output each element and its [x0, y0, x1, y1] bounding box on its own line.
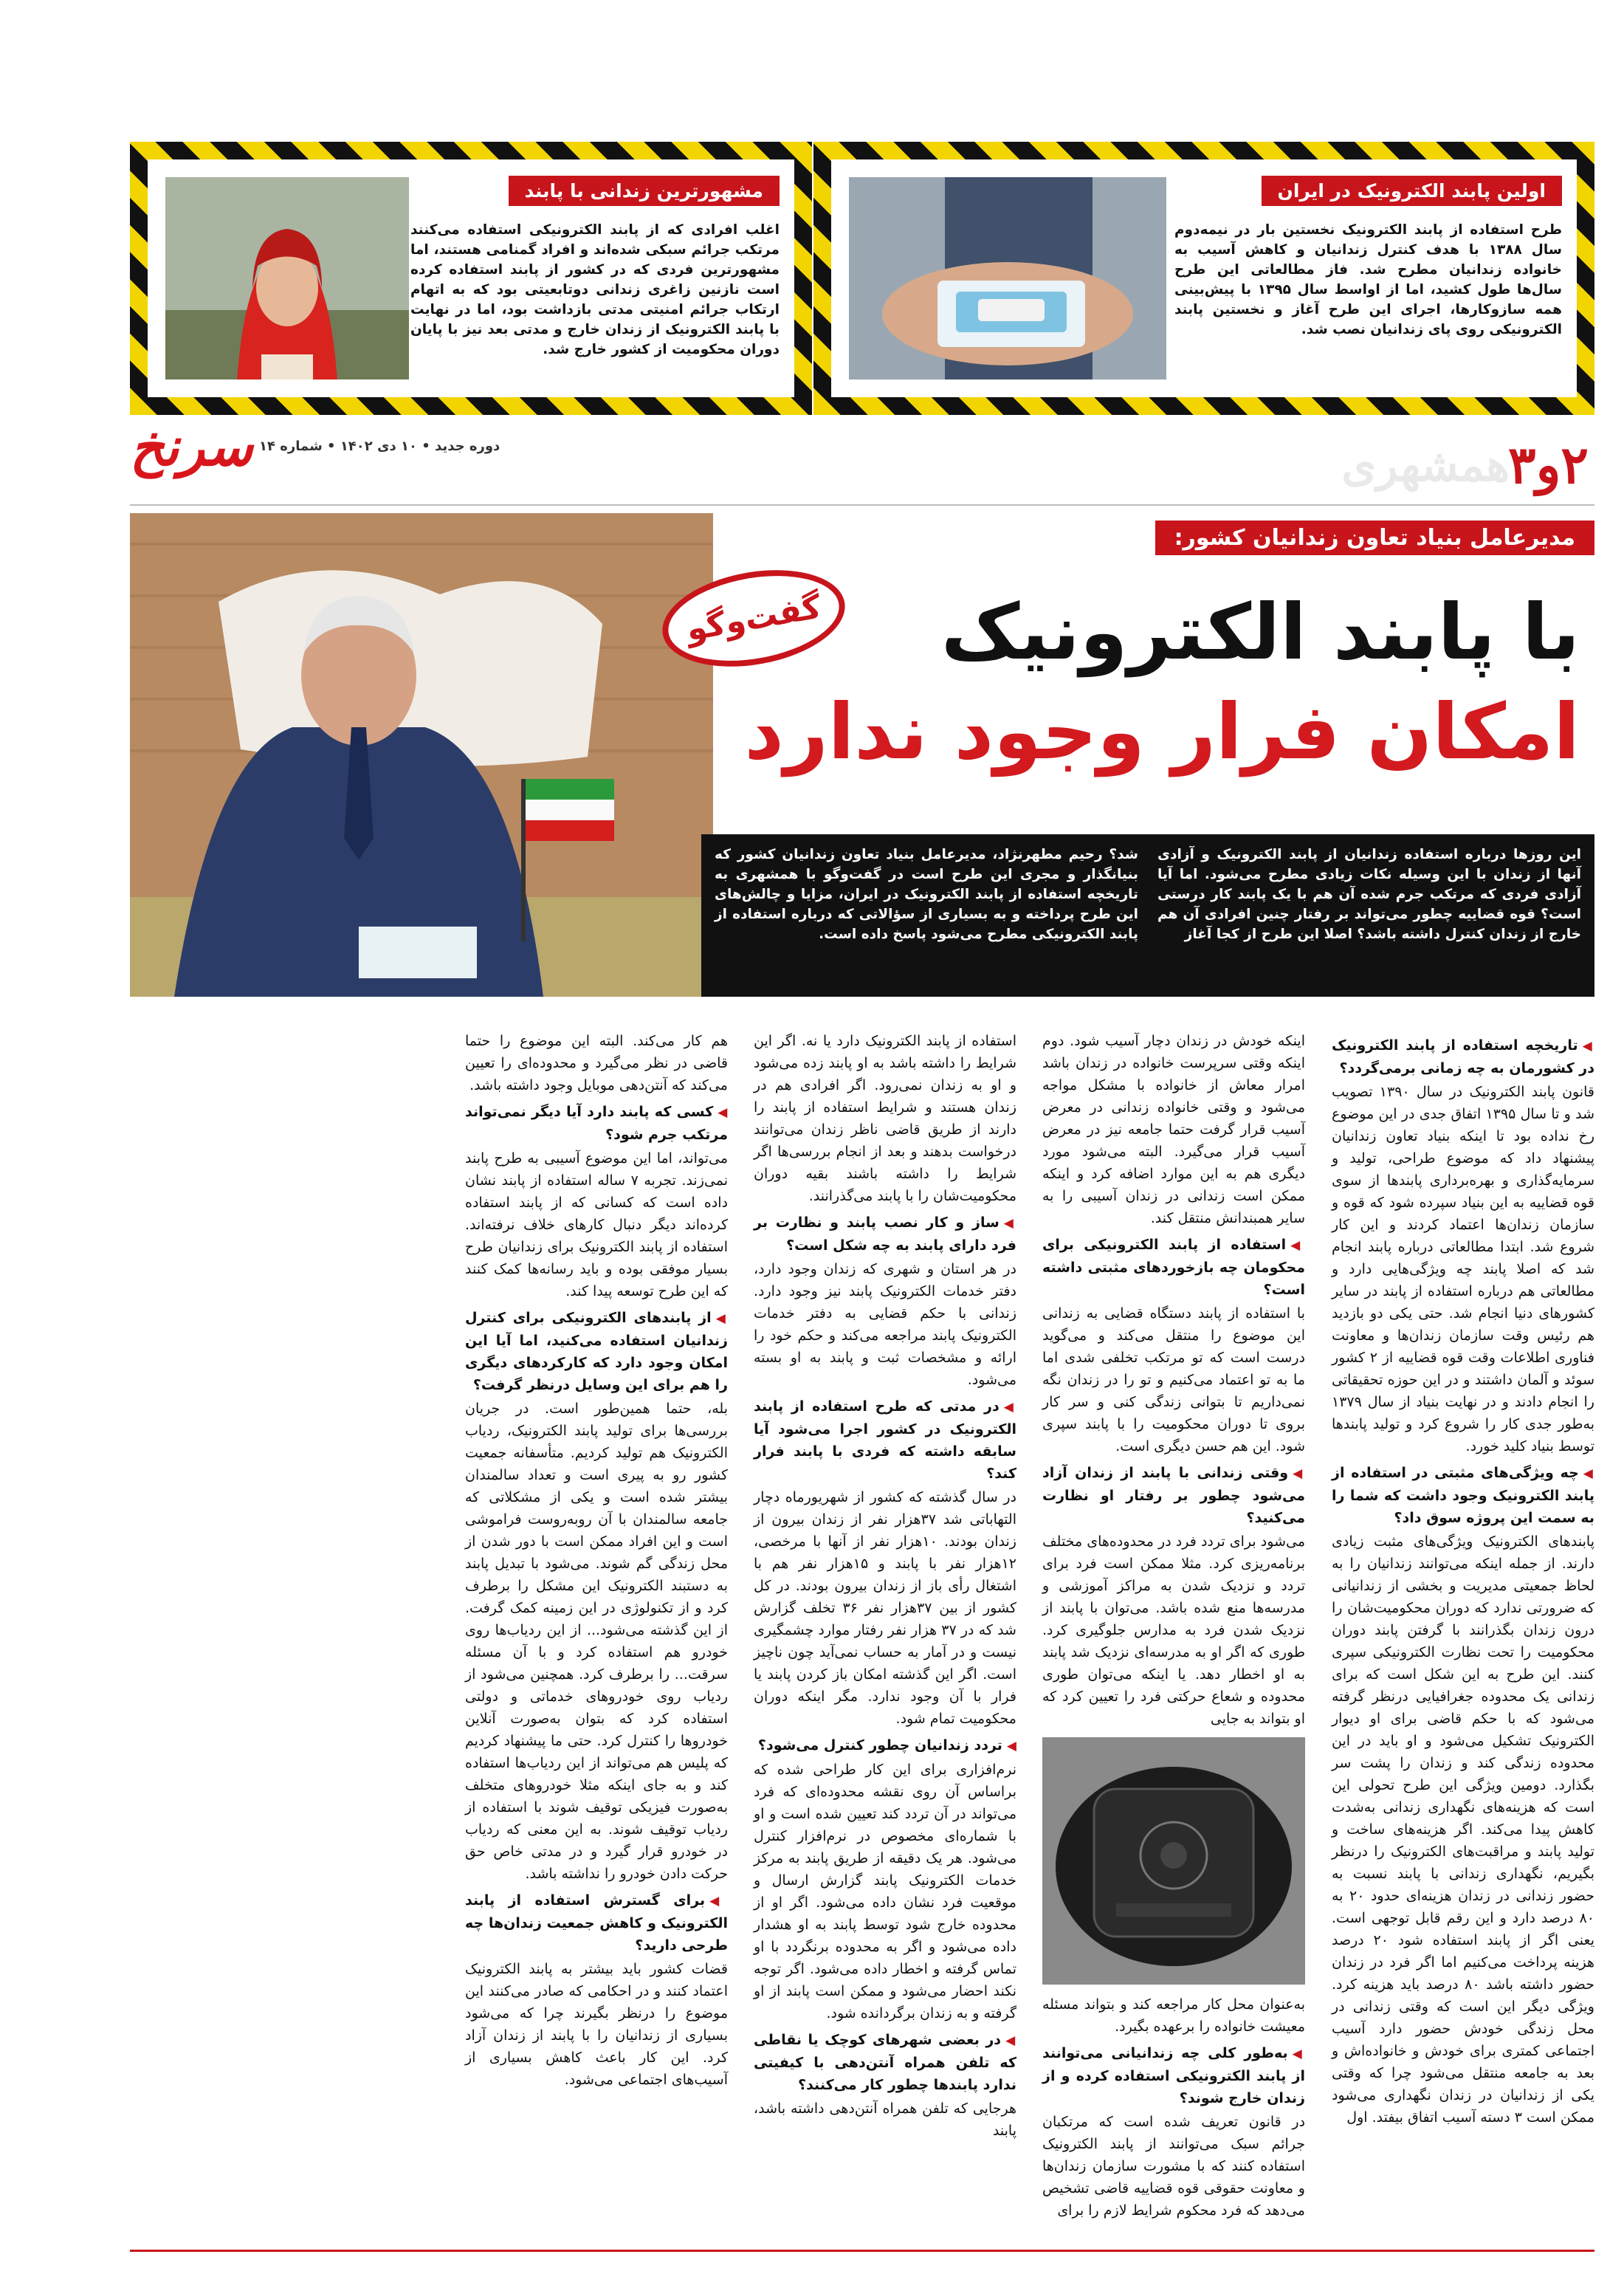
- publication-logo: سرنخ: [130, 415, 253, 478]
- bullet-mark-icon: ◀: [715, 1311, 728, 1326]
- question-text: در بعضی شهرهای کوچک یا نقاطی که تلفن همراه آنتن‌دهی با کیفیتی ندارد پابندها چطور کار می‌کنند؟: [754, 2032, 1016, 2093]
- answer-paragraph: می‌تواند، اما این موضوع آسیبی به طرح پابند نمی‌زند. تجربه ۷ ساله استفاده از پابند نشان داده است که کسانی که از پابند استفاده کرده‌اند دیگر دنبال کارهای خلاف نرفته‌اند. استفاده از پابند الکترونیک برای زندانیان طرح بسیار موفقی بوده و باید رسانه‌ها کمک کنند که این طرح توسعه پیدا کند.: [465, 1150, 728, 1299]
- lead-right: این روزها درباره استفاده زندانیان از پابند الکترونیک و آزادی آنها از زندان با این وسیله نکات زیادی مطرح می‌شود. اما آیا آزادی فردی که مرتکب جرم شده آن هم با یک پابند کار درستی است؟ قوه قضاییه چطور می‌تواند بر رفتار چنین افرادی آن هم خارج از زندان کنترل داشته باشد؟ اصلا این طرح از کجا آغاز: [1157, 847, 1581, 942]
- box-inner: [831, 159, 1577, 397]
- headline-line-2: امکان فرار وجود ندارد: [744, 687, 1580, 777]
- answer-paragraph: پابندهای الکترونیک ویژگی‌های مثبت زیادی دارند. از جمله اینکه می‌توانند زندانیان را به لحاظ جمعیتی مدیریت و بخشی از زندانیانی که ضرورتی ندارد که دوران محکومیت‌شان را درون زندان بگذرانند با گرفتن پابند دوران محکومیت را تحت نظارت الکترونیکی سپری کنند. این طرح به این شکل است که برای زندانی یک محدوده جغرافیایی درنظر گرفته می‌شود که با حکم قاضی برای او دیوار الکترونیک تشکیل می‌شود و او باید در این محدوده زندگی کند و زندان را پشت سر بگذارد. دومین ویژگی این طرح تحولی این است که هزینه‌های نگهداری زندانی به‌شدت کاهش پیدا می‌کند. اگر هزینه‌های ساخت و تولید پابند و مراقبت‌های الکترونیک را درنظر بگیریم، نگهداری زندانی با پابند نسبت به حضور زندانی در زندان هزینه‌ای حدود ۲۰ به ۸۰ درصد دارد و این رقم قابل توجهی است. یعنی اگر از پابند استفاده شود ۲۰ درصد هزینه پرداخت می‌کنیم اما اگر فرد در زندان حضور داشته باشد ۸۰ درصد باید هزینه کرد. ویژگی دیگر این است که وقتی زندانی در محل زندگی خودش حضور دارد آسیب اجتماعی کمتری برای خودش و خانواده‌اش و بعد به جامعه منتقل می‌شود چرا که وقتی یکی از زندانیان در زندان نگهداری می‌شود ممکن است ۳ دسته آسیب اتفاق بیفتد. اول: [1332, 1533, 1595, 2126]
- device-image: [1042, 1737, 1305, 1985]
- article-header: [130, 513, 1594, 1004]
- question-heading: [1042, 1234, 1305, 1301]
- bullet-mark-icon: ◀: [1006, 1739, 1016, 1753]
- box-text: اغلب افرادی که از پابند الکترونیکی استفاده می‌کنند مرتکب جرائم سبکی شده‌اند و افراد گمنامی هستند، اما مشهورترین فردی که در کشور از پابند استفاده کرده است نازنین زاغری زندانی دوتابعیتی بود که به اتهام ارتکاب جرائم امنیتی مدتی بازداشت بود، اما در نهایت با پابند الکترونیک از زندان خارج و مدتی بعد نیز با پایان دوران محکومیت از کشور خارج شد.: [410, 222, 780, 357]
- article-body: [130, 1030, 1594, 2226]
- question-heading: [1332, 1034, 1594, 1079]
- answer-paragraph: هم کار می‌کند. البته این موضوع را حتما قاضی در نظر می‌گیرد و محدوده‌ای را تعیین می‌کند که آنتن‌دهی موبایل وجود داشته باشد.: [465, 1033, 728, 1093]
- question-heading: [754, 1734, 1016, 1757]
- answer-paragraph: با استفاده از پابند دستگاه قضایی به زندانی این موضوع را منتقل می‌کند و می‌گوید درست است که تو مرتکب تخلفی شدی اما ما به تو اعتماد می‌کنیم و تو را در زندان نگه نمی‌داریم تا بتوانی زندگی کنی و سر کار بروی تا دوران محکومیت را با پابند سپری شود. این هم حسن دیگری است.: [1042, 1305, 1305, 1454]
- bullet-mark-icon: ◀: [709, 1894, 728, 1909]
- column-4: [465, 1030, 728, 2226]
- portrait-photo: [165, 177, 409, 379]
- answer-paragraph: نرم‌افزاری برای این کار طراحی شده که براساس آن روی نقشه محدوده‌ای که فرد می‌تواند در آن تردد کند تعیین شده است و او با شماره‌ای مخصوص در نرم‌افزار کنترل می‌شود. هر یک دقیقه از طریق پابند به مرکز خدمات الکترونیک پابند گزارش ارسال و موقعیت فرد نشان داده می‌شود. اگر او از محدوده خارج شود توسط پابند به او هشدار داده می‌شود و اگر به محدوده برنگردد با او تماس گرفته و اخطار داده می‌شود. اگر توجه نکند احضار می‌شود و ممکن است پابند از او گرفته و به زندان برگردانده شود.: [754, 1762, 1016, 2021]
- question-text: در مدتی که طرح استفاده از پابند الکترونیک در کشور اجرا می‌شود آیا سابقه داشته که فردی با پابند فرار کند؟: [754, 1398, 1016, 1482]
- page-masthead: [130, 415, 1594, 506]
- answer-paragraph: به‌عنوان محل کار مراجعه کند و بتواند مسئله معیشت خانواده را برعهده بگیرد.: [1042, 1996, 1305, 2035]
- answer-paragraph: در سال گذشته که کشور از شهریورماه دچار التهاباتی شد ۳۷هزار نفر از زندان بیرون از زندان بودند. ۱۰هزار نفر از آنها با مرخصی، ۱۲هزار نفر با پابند و ۱۵هزار نفر هم با اشتغال رأی باز از زندان بیرون بودند. در کل کشور از بین ۳۷هزار نفر ۳۶ تخلف گزارش شد که در ۳۷ هزار نفر رفتار موارد چشمگیری نیست و در آمار به حساب نمی‌آید چون ناچیز است. اگر این گذشته امکان باز کردن پابند یا فرار با آن وجود ندارد. مگر اینکه دوران محکومیت تمام شود.: [754, 1489, 1016, 1727]
- bullet-mark-icon: ◀: [1583, 1466, 1594, 1481]
- question-heading: [1332, 1462, 1594, 1529]
- box-title: مشهورترین زندانی با پابند: [509, 176, 780, 206]
- answer-paragraph: اینکه خودش در زندان دچار آسیب شود. دوم اینکه وقتی سرپرست خانواده در زندان باشد امرار معاش از خانواده با مشکل مواجه می‌شود و وقتی خانواده زندانی در معرض آسیب قرار گرفت حتما جامعه نیز در معرض آسیب قرار می‌گیرد. البته می‌شود مورد دیگری هم به این موارد اضافه کرد و اینکه ممکن است زندانی در زندان آسیبی را به سایر همبندانش منتقل کند.: [1042, 1033, 1305, 1226]
- ankle-monitor-device-photo: [1042, 1737, 1305, 1985]
- answer-paragraph: در هر استان و شهری که زندان وجود دارد، دفتر خدمات الکترونیک پابند نیز وجود دارد. زندانی با حکم قضایی به دفتر خدمات الکترونیک پابند مراجعه می‌کند و حکم خود را ارائه و مشخصات ثبت و پابند به او بسته می‌شود.: [754, 1261, 1016, 1388]
- woman-portrait-image: [165, 177, 409, 379]
- headline-line-1: با پابند الکترونیک: [940, 587, 1580, 677]
- answer-paragraph: می‌شود برای تردد فرد در محدوده‌های مختلف برنامه‌ریزی کرد. مثلا ممکن است فرد برای تردد و نزدیک شدن به مراکز آموزشی و مدرسه‌ها منع شده باشد. می‌توان با پابند از نزدیک شدن فرد به مدارس جلوگیری کرد. طوری که اگر او به مدرسه‌ای نزدیک شد پابند به او اخطار دهد. یا اینکه می‌توان طوری محدوده و شعاع حرکتی فرد را تعیین کرد که او بتواند به جایی: [1042, 1533, 1305, 1727]
- interviewee-photo: [130, 513, 713, 997]
- question-heading: [1042, 2042, 1305, 2109]
- box-inner: [148, 159, 794, 397]
- box-title: اولین پابند الکترونیک در ایران: [1262, 176, 1562, 206]
- footer-rule: [130, 2250, 1594, 2252]
- question-heading: [465, 1889, 728, 1957]
- answer-paragraph: قانون پابند الکترونیک در سال ۱۳۹۰ تصویب شد و تا سال ۱۳۹۵ اتفاق جدی در این موضوع رخ نداده بود تا اینکه بنیاد تعاون زندانیان پیشنهاد داد که موضوع طراحی، تولید و سرمایه‌گذاری و بهره‌برداری پابندها از سوی قوه قضاییه به این بنیاد سپرده شود که قوه و سازمان زندان‌ها اعتماد کردند و این کار شروع شد. ابتدا مطالعاتی درباره پابند انجام شد که اصلا پابند چه ویژگی‌هایی دارد و مطالعاتی هم درباره استفاده از پابند در سایر کشورهای دنیا انجام شد. حتی یکی دو بازدید هم رئیس وقت سازمان زندان‌ها و معاونت فناوری اطلاعات وقت قوه قضاییه از ۲ کشور سوئد و آلمان داشتند و در این حوزه تحقیقاتی را انجام دادند و در نهایت بنیاد از سال ۱۳۷۹ به‌طور جدی کار را شروع کرد و تولید پابندها توسط بنیاد کلید خورد.: [1332, 1084, 1594, 1454]
- question-heading: [754, 1212, 1016, 1257]
- bullet-mark-icon: ◀: [1582, 1039, 1594, 1054]
- lead-left: شد؟ رحیم مطهرنژاد، مدیرعامل بنیاد تعاون زندانیان کشور که بنیانگذار و مجری این طرح است در گفت‌وگو با همشهری به تاریخچه استفاده از پابند الکترونیک در ایران، مزایا و چالش‌های این طرح پرداخته و به بسیاری از سؤالاتی که درباره استفاده از پابند الکترونیکی مطرح می‌شود پاسخ داده است.: [715, 847, 1138, 942]
- bullet-mark-icon: ◀: [1293, 1466, 1306, 1481]
- column-1: [1332, 1030, 1594, 2226]
- lead-paragraph-box: [701, 834, 1594, 997]
- column-3: [754, 1030, 1016, 2226]
- hands-holding-device-image: [849, 177, 1166, 379]
- bullet-mark-icon: ◀: [1290, 1238, 1305, 1253]
- question-text: از پابندهای الکترونیکی برای کنترل زندانیان استفاده می‌کنید، اما آیا این امکان وجود دارد که کارکردهای دیگری را هم برای این وسایل درنظر گرفت؟: [465, 1310, 728, 1393]
- section-name: همشهری: [1341, 440, 1510, 492]
- question-text: تردد زندانیان چطور کنترل می‌شود؟: [757, 1737, 1002, 1753]
- box-text: طرح استفاده از پابند الکترونیک نخستین بار در نیمه‌دوم سال ۱۳۸۸ با هدف کنترل زندانیان و کاهش آسیب به خانواده زندانیان مطرح شد. فاز مطالعاتی این طرح سال‌ها طول کشید، اما از اواسط سال ۱۳۹۵ با پیش‌بینی همه سازوکارها، اجرای این طرح آغاز و نخستین پابند الکترونیکی روی پای زندانیان نصب شد.: [1174, 222, 1562, 337]
- question-text: وقتی زندانی با پابند از زندان آزاد می‌شود چطور بر رفتار او نظارت می‌کنید؟: [1042, 1465, 1305, 1526]
- question-text: کسی که پابند دارد آیا دیگر نمی‌تواند مرتکب جرم شود؟: [465, 1104, 728, 1143]
- bullet-mark-icon: ◀: [1005, 2033, 1016, 2048]
- question-heading: [465, 1101, 728, 1146]
- question-text: برای گسترش استفاده از پابند الکترونیک و کاهش جمعیت زندان‌ها چه طرحی دارید؟: [465, 1892, 728, 1954]
- question-text: تاریخچه استفاده از پابند الکترونیک در کشورمان به چه زمانی برمی‌گردد؟: [1332, 1037, 1594, 1076]
- bullet-mark-icon: ◀: [718, 1105, 729, 1120]
- question-heading: [1042, 1462, 1305, 1529]
- question-heading: [754, 2029, 1016, 2096]
- question-text: چه ویژگی‌های مثبتی در استفاده از پابند الکترونیک وجود داشت که شما را به سمت این پروژه سوق داد؟: [1332, 1465, 1594, 1526]
- kicker: مدیرعامل بنیاد تعاون زندانیان کشور:: [1155, 521, 1594, 555]
- column-2: [1042, 1030, 1305, 2226]
- bullet-mark-icon: ◀: [1292, 2047, 1305, 2061]
- bullet-mark-icon: ◀: [1003, 1216, 1016, 1231]
- man-at-desk-image: [130, 513, 713, 997]
- ankle-monitor-hands-photo: [849, 177, 1166, 379]
- issue-info: دوره جدید • ۱۰ دی ۱۴۰۲ • شماره ۱۴: [259, 439, 500, 454]
- bullet-mark-icon: ◀: [1003, 1400, 1016, 1415]
- most-famous-prisoner-box: [130, 142, 812, 415]
- answer-paragraph: هرجایی که تلفن همراه آنتن‌دهی داشته باشد، پابند: [754, 2100, 1016, 2139]
- question-heading: [465, 1307, 728, 1396]
- answer-paragraph: در قانون تعریف شده است که مرتکبان جرائم سبک می‌توانند از پابند الکترونیک استفاده کنند که با مشورت سازمان زندان‌ها و معاونت حقوقی قوه قضاییه قاضی تشخیص می‌دهد که فرد محکوم شرایط لازم را برای: [1042, 2114, 1305, 2219]
- first-ankle-monitor-box: [813, 142, 1594, 415]
- question-text: استفاده از پابند الکترونیکی برای محکومان چه بازخوردهای مثبتی داشته است؟: [1042, 1237, 1305, 1298]
- question-text: به‌طور کلی چه زندانیانی می‌توانند از پابند الکترونیکی استفاده کرده و از زندان خارج شوند؟: [1042, 2045, 1305, 2106]
- answer-paragraph: قضات کشور باید بیشتر به پابند الکترونیک اعتماد کنند و در احکامی که صادر می‌کنند این موضوع را درنظر بگیرند چرا که می‌شود بسیاری از زندانیان را با پابند از زندان آزاد کرد. این کار باعث کاهش بسیاری از آسیب‌های اجتماعی می‌شود.: [465, 1961, 728, 2088]
- answer-paragraph: بله، حتما همین‌طور است. در جریان بررسی‌ها برای تولید پابند الکترونیک، ردیاب الکترونیک هم تولید کردیم. متأسفانه جمعیت کشور رو به پیری است و تعداد سالمندان بیشتر شده است و یکی از مشکلاتی که جامعه سالمندان با آن روبه‌روست فراموشی است و این افراد ممکن است با دور شدن از محل زندگی گم شوند. می‌شود با تبدیل پابند به دستبند الکترونیک این مشکل را برطرف کرد و از تکنولوژی در این زمینه کمک گرفت. از این گذشته می‌شود... از این ردیاب‌ها روی خودرو هم استفاده کرد و با آن مسئله سرقت... را برطرف کرد. همچنین می‌شود از ردیاب روی خودروهای خدماتی و دولتی استفاده کرد که بتوان به‌صورت آنلاین خودروها را کنترل کرد. حتی ما پیشنهاد کردیم که پلیس هم می‌تواند از این ردیاب‌ها استفاده کند و به جای اینکه مثلا خودروهای متخلف به‌صورت فیزیکی توقیف شوند با استفاده از ردیاب توقیف شوند. به این معنی که ردیاب در خودرو قرار گیرد و در مدتی خاص حق حرکت دادن خودرو را نداشته باشد.: [465, 1401, 728, 1882]
- question-heading: [754, 1395, 1016, 1485]
- page-number: ۲و۳: [1507, 434, 1589, 495]
- interview-badge: گفت‌وگو: [655, 557, 853, 680]
- answer-paragraph: استفاده از پابند الکترونیک دارد یا نه. اگر این شرایط را داشته باشد به او پابند زده می‌شود و او به زندان نمی‌رود. اگر افرادی هم در زندان هستند و شرایط استفاده از پابند را دارند از طریق قاضی ناظر زندان می‌توانند درخواست بدهند و بعد از انجام بررسی‌ها اگر شرایط را داشته باشند بقیه دوران محکومیت‌شان را با پابند می‌گذرانند.: [754, 1033, 1016, 1204]
- question-text: ساز و کار نصب پابند و نظارت بر فرد دارای پابند به چه شکل است؟: [754, 1215, 1016, 1254]
